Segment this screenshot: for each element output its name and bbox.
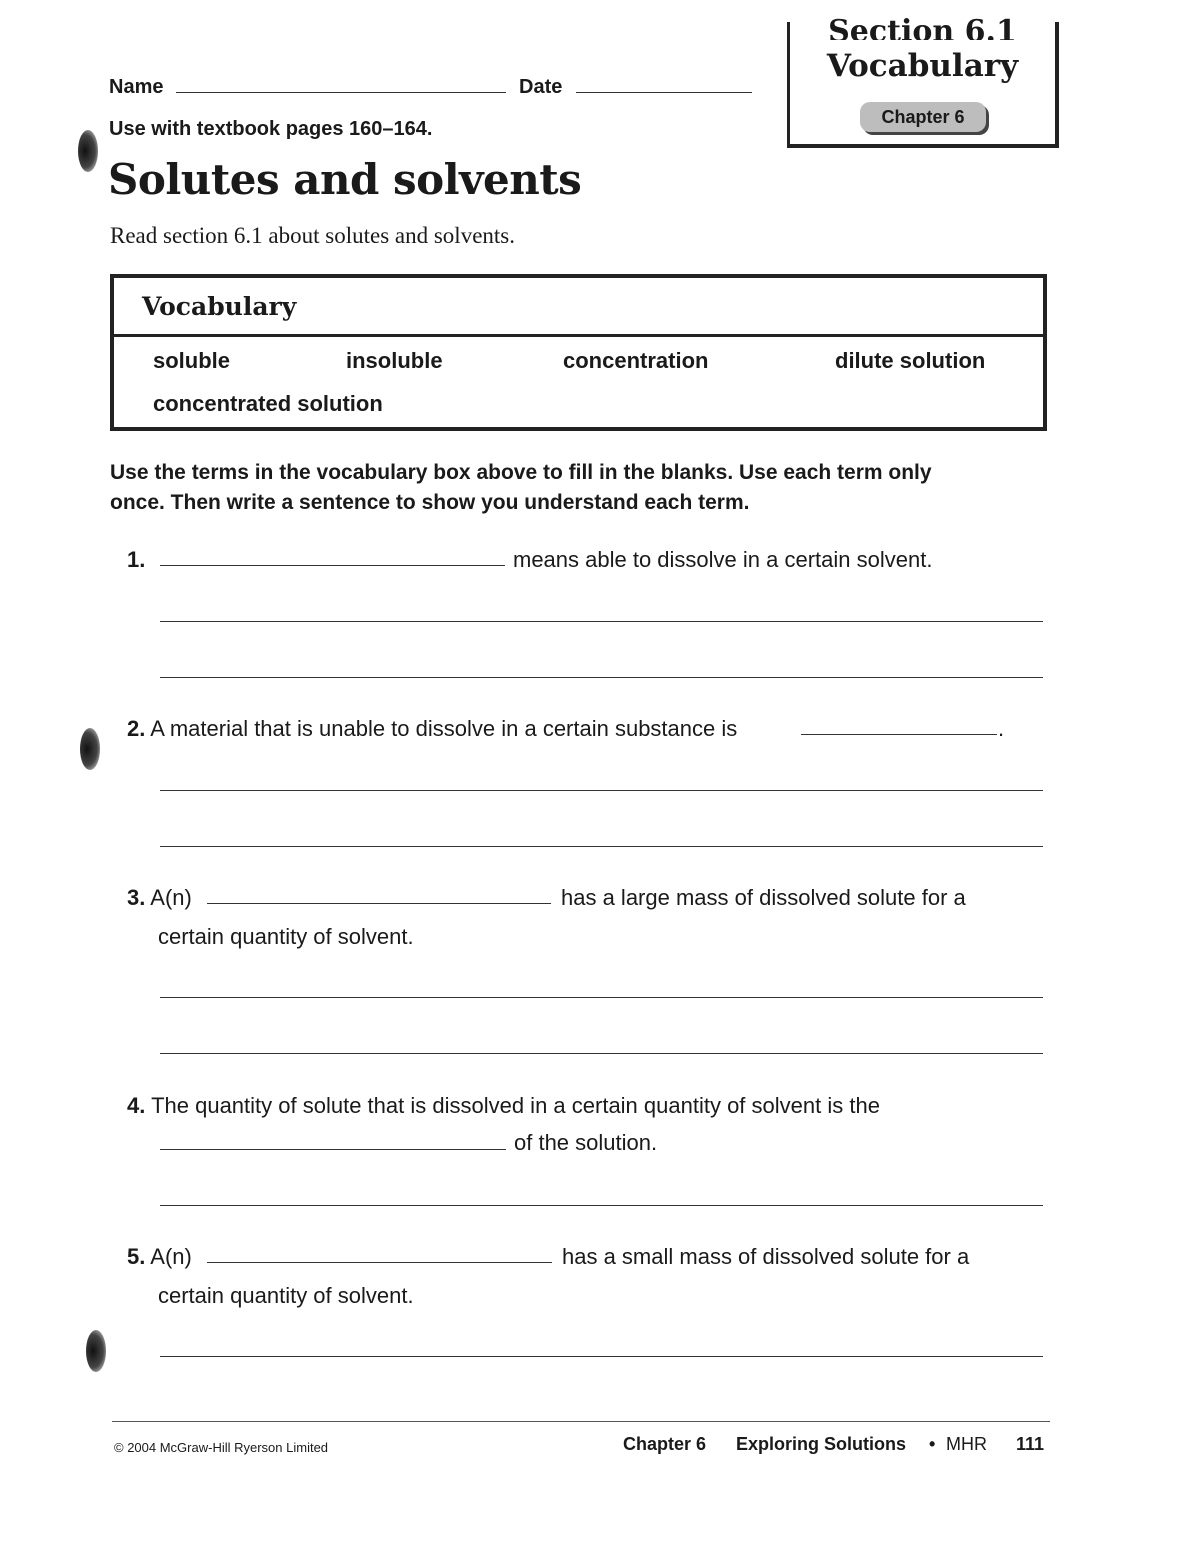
instructions: Use the terms in the vocabulary box above to fill in the blanks. Use each term only once. Then write a sentence to show you understand each term. [110, 461, 932, 514]
question-2-period: . [998, 716, 1005, 741]
sentence-line[interactable] [160, 621, 1043, 622]
name-field[interactable] [176, 92, 506, 93]
question-3 [127, 885, 192, 911]
punch-hole-bottom [86, 1330, 106, 1372]
answer-blank-2[interactable] [801, 734, 997, 735]
question-4 [127, 1093, 880, 1119]
question-4-text-line2: of the solution. [514, 1130, 658, 1155]
footer-bullet: • [929, 1434, 936, 1454]
question-number: 3. [127, 885, 146, 910]
answer-blank-4[interactable] [160, 1149, 506, 1150]
name-label: Name [109, 76, 164, 98]
sentence-line[interactable] [160, 1356, 1043, 1357]
question-1-text: means able to dissolve in a certain solvent. [513, 547, 933, 572]
page-number: 111 [1016, 1434, 1045, 1454]
question-3-text: has a large mass of dissolved solute for a [561, 885, 966, 910]
question-5-text: has a small mass of dissolved solute for a [562, 1244, 970, 1269]
sentence-line[interactable] [160, 1053, 1043, 1054]
section-box [787, 14, 1059, 148]
vocab-term: concentrated solution [153, 391, 383, 416]
answer-blank-1[interactable] [160, 565, 505, 566]
answer-blank-3[interactable] [207, 903, 551, 904]
footer-chapter: Chapter 6 [623, 1434, 707, 1454]
punch-hole-top [78, 130, 98, 172]
sentence-line[interactable] [160, 790, 1043, 791]
footer-rule [112, 1421, 1050, 1422]
vocab-term: soluble [153, 348, 231, 373]
question-2 [127, 716, 737, 742]
vocab-term: dilute solution [835, 348, 986, 373]
section-label: Section 6.1 [828, 14, 1017, 40]
question-2-text: A material that is unable to dissolve in a certain substance is [150, 716, 738, 741]
sentence-line[interactable] [160, 677, 1043, 678]
question-5-prefix: A(n) [150, 1244, 192, 1269]
footer-publisher: MHR [946, 1434, 987, 1454]
answer-blank-5[interactable] [207, 1262, 552, 1263]
question-number: 5. [127, 1244, 146, 1269]
chapter-badge: Chapter 6 [860, 102, 986, 132]
question-number: 2. [127, 716, 146, 741]
punch-hole-middle [80, 728, 100, 770]
question-number: 1. [127, 547, 146, 572]
section-type: Vocabulary [826, 48, 1019, 84]
intro-text: Read section 6.1 about solutes and solvents. [110, 223, 515, 248]
question-5 [127, 1244, 192, 1270]
vocabulary-box [110, 274, 1047, 431]
page-title: Solutes and solvents [108, 155, 582, 204]
vocab-term: concentration [563, 348, 709, 373]
date-label: Date [519, 76, 563, 98]
vocabulary-heading: Vocabulary [142, 292, 297, 321]
question-3-prefix: A(n) [150, 885, 192, 910]
copyright: © 2004 McGraw-Hill Ryerson Limited [114, 1440, 329, 1455]
question-1 [127, 547, 145, 573]
date-field[interactable] [576, 92, 752, 93]
sentence-line[interactable] [160, 1205, 1043, 1206]
vocab-term: insoluble [346, 348, 443, 373]
vocabulary-header [114, 278, 1043, 337]
question-5-text-line2: certain quantity of solvent. [158, 1283, 414, 1308]
sentence-line[interactable] [160, 997, 1043, 998]
sentence-line[interactable] [160, 846, 1043, 847]
textbook-pages-note: Use with textbook pages 160–164. [109, 118, 433, 140]
question-4-text: The quantity of solute that is dissolved in a certain quantity of solvent is the [151, 1093, 880, 1118]
question-number: 4. [127, 1093, 146, 1118]
question-3-text-line2: certain quantity of solvent. [158, 924, 414, 949]
footer-chapter-title: Exploring Solutions [736, 1434, 906, 1454]
